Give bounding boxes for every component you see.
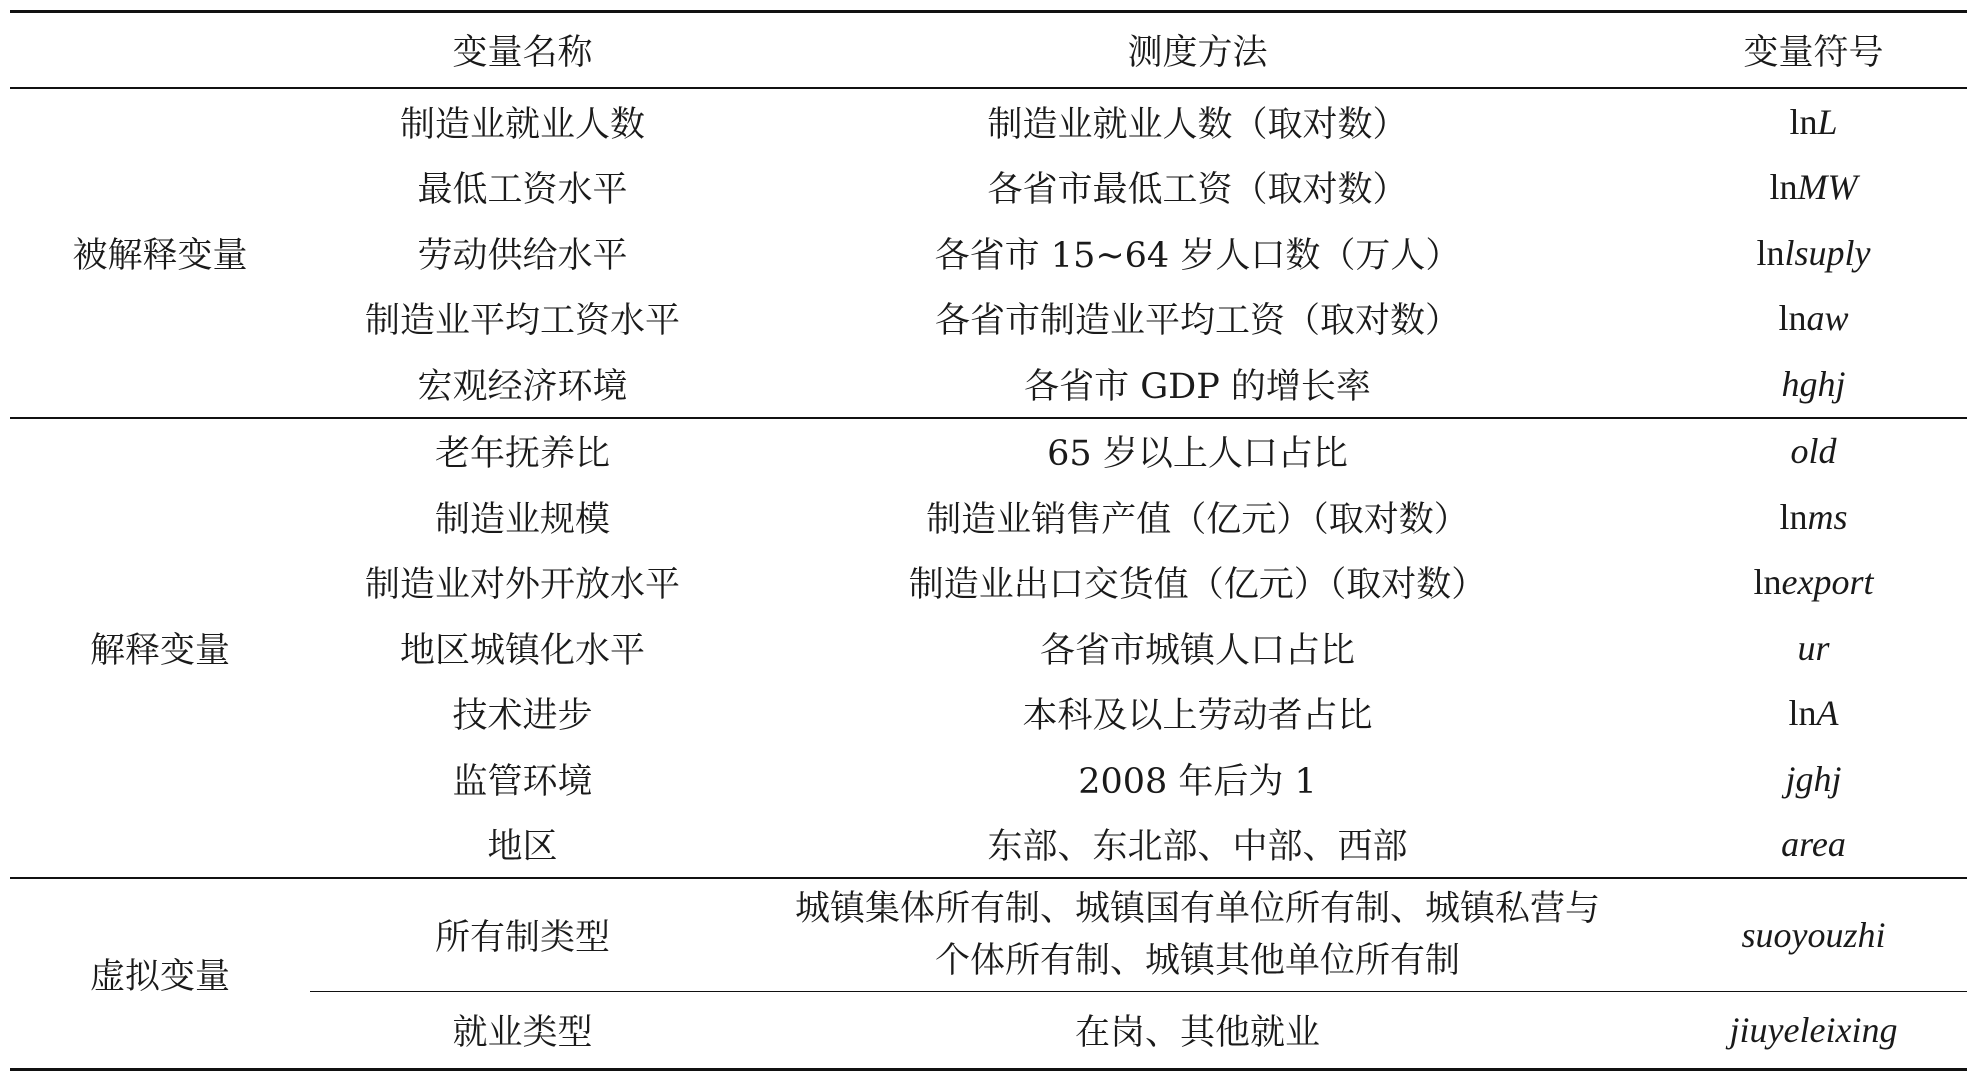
symbol-italic: hghj bbox=[1781, 363, 1846, 404]
symbol-italic: export bbox=[1781, 562, 1874, 603]
variable-symbol bbox=[1660, 286, 1967, 352]
symbol-italic: old bbox=[1790, 431, 1837, 472]
measurement-method: 各省市 15~64 岁人口数（万人） bbox=[934, 235, 1461, 276]
symbol-italic: A bbox=[1816, 693, 1839, 734]
variable-name: 宏观经济环境 bbox=[417, 366, 628, 407]
header-category bbox=[10, 12, 310, 89]
measurement-method: 65 岁以上人口占比 bbox=[735, 418, 1660, 485]
variable-name: 老年抚养比 bbox=[310, 418, 735, 485]
header-variable-name: 变量名称 bbox=[310, 12, 735, 89]
variable-symbol bbox=[1660, 812, 1967, 879]
table-header-row bbox=[10, 12, 1967, 89]
measurement-method: 各省市城镇人口占比 bbox=[1039, 630, 1355, 671]
variable-symbol bbox=[1660, 746, 1967, 812]
measurement-method: 在岗、其他就业 bbox=[735, 992, 1660, 1070]
variable-table-container bbox=[10, 10, 1967, 1071]
variable-symbol bbox=[1660, 992, 1967, 1070]
table-row bbox=[10, 418, 1967, 485]
header-measurement-method: 测度方法 bbox=[735, 12, 1660, 89]
group-label: 被解释变量 bbox=[72, 235, 248, 276]
variable-symbol bbox=[1660, 88, 1967, 155]
variable-name: 就业类型 bbox=[310, 992, 735, 1070]
variable-symbol bbox=[1660, 681, 1967, 747]
variable-name: 制造业就业人数 bbox=[399, 104, 645, 145]
measurement-method bbox=[735, 878, 1660, 992]
symbol-italic: jghj bbox=[1785, 758, 1842, 799]
variable-name: 制造业平均工资水平 bbox=[364, 301, 680, 342]
symbol-prefix: ln bbox=[1769, 167, 1798, 208]
variable-name: 制造业对外开放水平 bbox=[364, 565, 680, 606]
symbol-prefix: ln bbox=[1753, 562, 1782, 603]
variable-symbol bbox=[1660, 351, 1967, 418]
symbol-prefix: ln bbox=[1778, 298, 1807, 339]
variable-symbol bbox=[1660, 220, 1967, 286]
variable-name: 地区 bbox=[487, 827, 558, 868]
variable-name: 技术进步 bbox=[452, 696, 593, 737]
symbol-italic: L bbox=[1817, 101, 1838, 142]
variable-symbol bbox=[1660, 615, 1967, 681]
symbol-italic: suoyouzhi bbox=[1741, 915, 1886, 955]
variable-name: 最低工资水平 bbox=[417, 170, 628, 211]
variable-symbol bbox=[1660, 878, 1967, 992]
table-row bbox=[10, 878, 1967, 992]
table-row bbox=[10, 88, 1967, 155]
measurement-method: 本科及以上劳动者占比 bbox=[1022, 696, 1373, 737]
method-line-2: 个体所有制、城镇其他单位所有制 bbox=[934, 941, 1460, 981]
group-label: 虚拟变量 bbox=[10, 878, 310, 1070]
symbol-italic: MW bbox=[1797, 167, 1858, 208]
symbol-italic: area bbox=[1781, 824, 1846, 865]
symbol-prefix: ln bbox=[1788, 693, 1817, 734]
variable-name: 所有制类型 bbox=[310, 878, 735, 992]
symbol-prefix: ln bbox=[1756, 232, 1785, 273]
measurement-method: 制造业就业人数（取对数） bbox=[987, 104, 1408, 145]
variable-name: 监管环境 bbox=[452, 761, 593, 802]
symbol-italic: ur bbox=[1797, 627, 1830, 668]
method-line-1: 城镇集体所有制、城镇国有单位所有制、城镇私营与 bbox=[794, 889, 1600, 929]
variable-name: 制造业规模 bbox=[434, 499, 610, 540]
symbol-prefix: ln bbox=[1789, 101, 1818, 142]
variable-symbol bbox=[1660, 484, 1967, 550]
variable-name: 地区城镇化水平 bbox=[399, 630, 645, 671]
measurement-method: 2008 年后为 1 bbox=[1078, 761, 1317, 802]
measurement-method: 制造业销售产值（亿元）（取对数） bbox=[926, 499, 1469, 540]
variable-name: 劳动供给水平 bbox=[417, 235, 628, 276]
symbol-italic: lsuply bbox=[1784, 232, 1871, 273]
measurement-method: 各省市 GDP 的增长率 bbox=[1024, 366, 1371, 407]
variable-definition-table bbox=[10, 10, 1967, 1071]
measurement-method: 各省市制造业平均工资（取对数） bbox=[934, 301, 1460, 342]
variable-symbol bbox=[1660, 550, 1967, 616]
symbol-prefix: ln bbox=[1779, 496, 1808, 537]
header-variable-symbol: 变量符号 bbox=[1660, 12, 1967, 89]
measurement-method: 各省市最低工资（取对数） bbox=[987, 170, 1408, 211]
measurement-method: 东部、东北部、中部、西部 bbox=[987, 827, 1408, 868]
symbol-italic: aw bbox=[1806, 298, 1849, 339]
symbol-italic: jiuyeleixing bbox=[1729, 1010, 1898, 1050]
symbol-italic: ms bbox=[1807, 496, 1848, 537]
variable-symbol bbox=[1660, 155, 1967, 221]
variable-symbol bbox=[1660, 418, 1967, 485]
group-label: 解释变量 bbox=[10, 418, 310, 879]
measurement-method: 制造业出口交货值（亿元）（取对数） bbox=[908, 565, 1487, 606]
